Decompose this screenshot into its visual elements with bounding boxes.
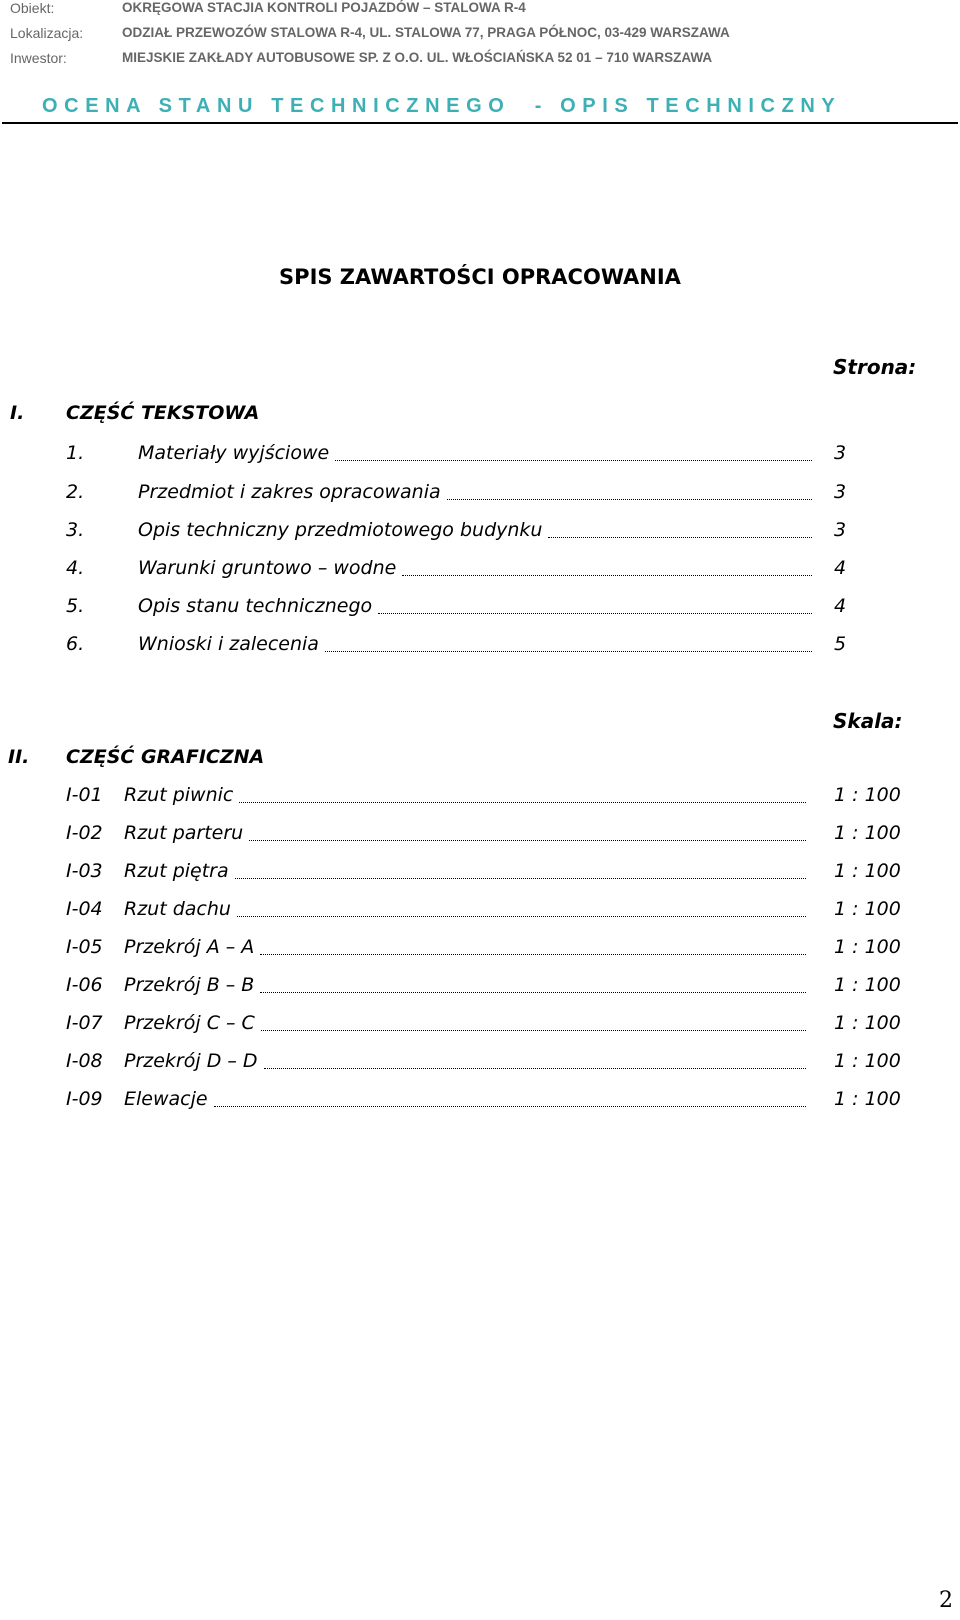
drawing-scale: 1 : 100 (834, 1088, 901, 1110)
drawing-scale: 1 : 100 (834, 1050, 901, 1072)
drawing-scale: 1 : 100 (834, 860, 901, 882)
toc-item-label: Przedmiot i zakres opracowania (138, 481, 441, 503)
toc-item-number: 6. (66, 633, 85, 655)
drawing-scale: 1 : 100 (834, 822, 901, 844)
header-label: Obiekt: (10, 0, 55, 16)
dot-leader (335, 459, 812, 461)
drawing-code: I-01 (66, 784, 103, 806)
section-title: CZĘŚĆ TEKSTOWA (66, 402, 260, 424)
dot-leader (378, 612, 812, 614)
toc-item-label: Opis techniczny przedmiotowego budynku (138, 519, 543, 541)
toc-item-label: Wnioski i zalecenia (138, 633, 319, 655)
header-label: Lokalizacja: (10, 25, 84, 41)
drawing-label: Przekrój C – C (124, 1012, 255, 1034)
page-number: 2 (939, 1588, 953, 1613)
toc-item-page: 4 (834, 595, 847, 617)
header-value: MIEJSKIE ZAKŁADY AUTOBUSOWE SP. Z O.O. UL. WŁOŚCIAŃSKA 52 01 – 710 WARSZAWA (122, 50, 713, 65)
toc-item-page: 3 (834, 481, 847, 503)
dot-leader (260, 991, 806, 993)
drawing-label: Rzut parteru (124, 822, 244, 844)
header-value: OKRĘGOWA STACJIA KONTROLI POJAZDÓW – STALOWA R-4 (122, 0, 526, 15)
page-title: SPIS ZAWARTOŚCI OPRACOWANIA (279, 265, 681, 289)
toc-item-number: 1. (66, 442, 85, 464)
scale-column-header: Skala: (833, 709, 903, 733)
header-divider (2, 122, 958, 124)
dot-leader (325, 650, 812, 652)
drawing-label: Rzut piwnic (124, 784, 234, 806)
dot-leader (235, 877, 806, 879)
dot-leader (264, 1067, 806, 1069)
dot-leader (260, 953, 806, 955)
section-roman-numeral: II. (8, 746, 30, 768)
drawing-code: I-05 (66, 936, 103, 958)
drawing-label: Przekrój A – A (124, 936, 255, 958)
drawing-code: I-09 (66, 1088, 103, 1110)
drawing-label: Rzut piętra (124, 860, 229, 882)
drawing-code: I-06 (66, 974, 103, 996)
drawing-scale: 1 : 100 (834, 936, 901, 958)
drawing-label: Elewacje (124, 1088, 208, 1110)
drawing-scale: 1 : 100 (834, 898, 901, 920)
drawing-code: I-07 (66, 1012, 103, 1034)
toc-item-number: 5. (66, 595, 85, 617)
toc-item-page: 5 (834, 633, 847, 655)
drawing-label: Przekrój B – B (124, 974, 255, 996)
dot-leader (447, 498, 812, 500)
toc-item-number: 4. (66, 557, 85, 579)
header-label: Inwestor: (10, 50, 67, 66)
drawing-code: I-08 (66, 1050, 103, 1072)
drawing-code: I-02 (66, 822, 103, 844)
drawing-scale: 1 : 100 (834, 974, 901, 996)
drawing-code: I-04 (66, 898, 103, 920)
section-roman-numeral: I. (10, 402, 25, 424)
dot-leader (249, 839, 806, 841)
section-title: CZĘŚĆ GRAFICZNA (66, 746, 265, 768)
toc-item-number: 3. (66, 519, 85, 541)
drawing-scale: 1 : 100 (834, 784, 901, 806)
document-title: OCENA STANU TECHNICZNEGO - OPIS TECHNICZNY (42, 95, 842, 117)
toc-item-page: 3 (834, 442, 847, 464)
drawing-scale: 1 : 100 (834, 1012, 901, 1034)
toc-item-page: 3 (834, 519, 847, 541)
toc-item-label: Materiały wyjściowe (138, 442, 330, 464)
toc-item-label: Warunki gruntowo – wodne (138, 557, 397, 579)
toc-item-number: 2. (66, 481, 85, 503)
dot-leader (237, 915, 806, 917)
toc-item-label: Opis stanu technicznego (138, 595, 373, 617)
toc-item-page: 4 (834, 557, 847, 579)
dot-leader (402, 574, 812, 576)
header-value: ODZIAŁ PRZEWOZÓW STALOWA R-4, UL. STALOWA 77, PRAGA PÓŁNOC, 03-429 WARSZAWA (122, 25, 730, 40)
dot-leader (239, 801, 806, 803)
dot-leader (261, 1029, 806, 1031)
page-column-header: Strona: (833, 355, 917, 379)
drawing-code: I-03 (66, 860, 103, 882)
drawing-label: Rzut dachu (124, 898, 231, 920)
drawing-label: Przekrój D – D (124, 1050, 258, 1072)
dot-leader (214, 1105, 806, 1107)
dot-leader (548, 536, 812, 538)
